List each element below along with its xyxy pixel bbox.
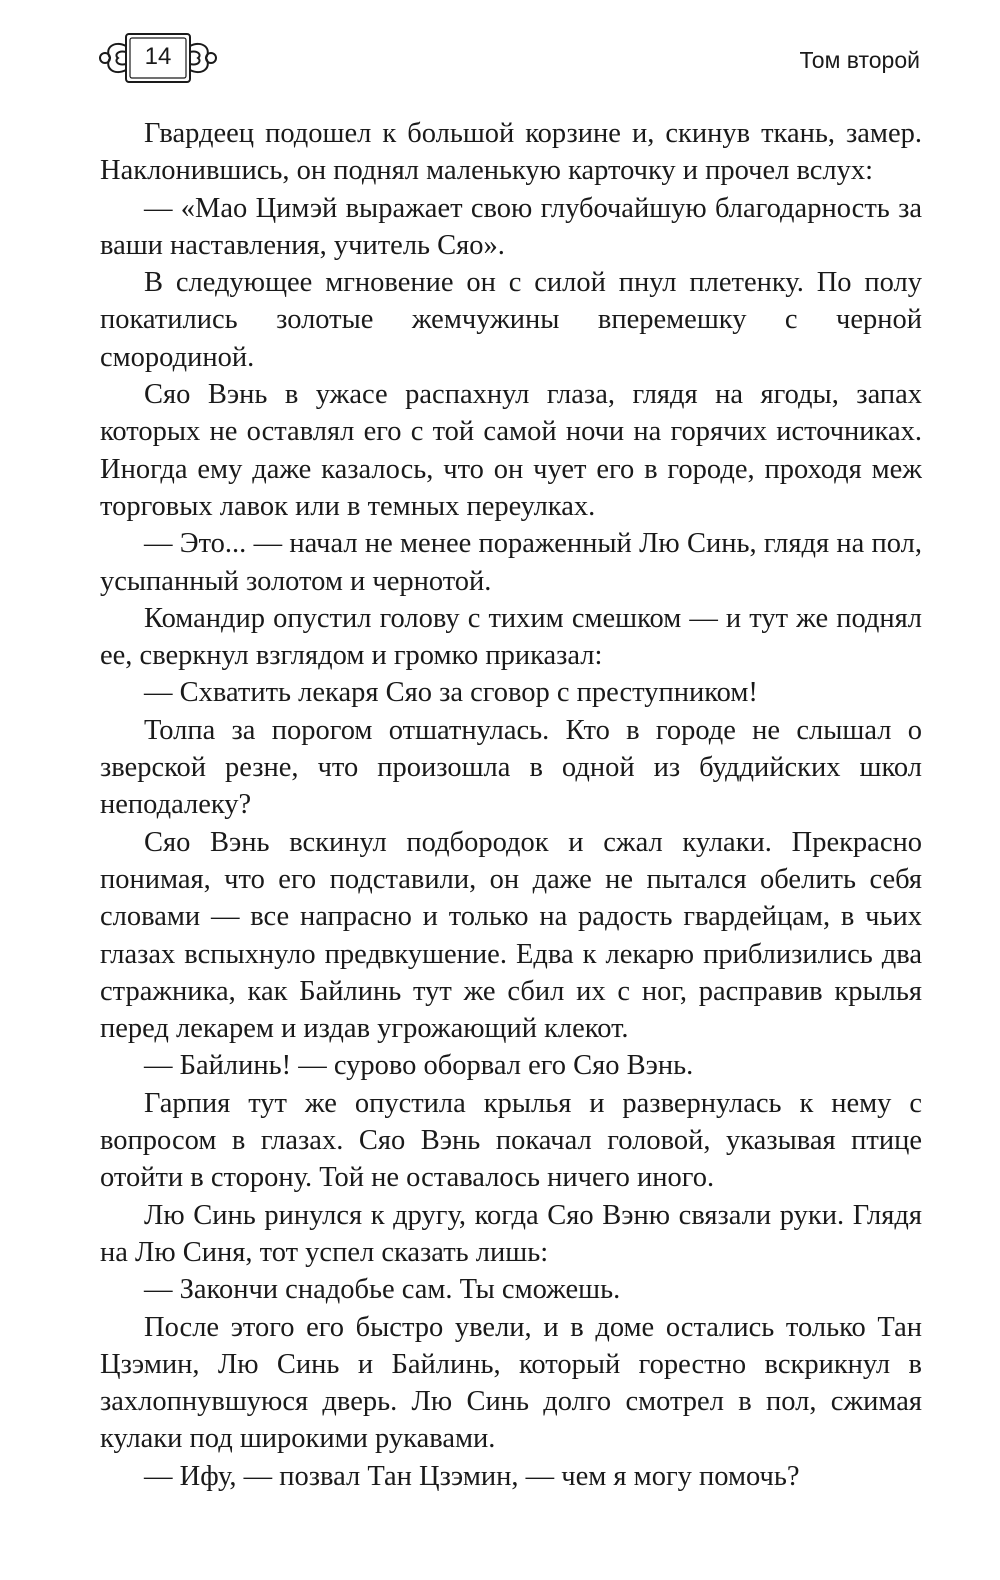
paragraph: Гарпия тут же опустила крылья и развернулась к нему с вопросом в глазах. Сяо Вэнь покачал головой, указывая птице отойти в сторону. Той не оставалось ничего иного. [100,1087,922,1194]
paragraph: — Схватить лекаря Сяо за сговор с преступником! [144,677,758,709]
page-header [0,0,1000,110]
paragraph: Лю Синь ринулся к другу, когда Сяо Вэню связали руки. Глядя на Лю Синя, тот успел сказать лишь: [100,1199,922,1268]
paragraph: Толпа за порогом отшатнулась. Кто в городе не слышал о зверской резне, что произошла в одной из буддийских школ неподалеку? [100,714,922,821]
paragraph: Сяо Вэнь вскинул подбородок и сжал кулаки. Прекрасно понимая, что его подставили, он даже не пытался обелить себя словами — все напрасно и только на радость гвардейцам, в чьих глазах вспыхнуло предвкушение. Едва к лекарю приблизились два стражника, как Байлинь тут же сбил их с ног, расправив крылья перед лекарем и издав угрожающий клекот. [100,826,922,1045]
paragraph: — Это... — начал не менее пораженный Лю Синь, глядя на пол, усыпанный золотом и чернотой. [100,528,922,597]
paragraph: Гвардеец подошел к большой корзине и, скинув ткань, замер. Наклонившись, он поднял маленькую карточку и прочел вслух: [100,118,922,187]
paragraph: В следующее мгновение он с силой пнул плетенку. По полу покатились золотые жемчужины вперемешку с черной смородиной. [100,267,922,373]
paragraph: — Байлинь! — сурово оборвал его Сяо Вэнь. [144,1050,694,1082]
paragraph: Сяо Вэнь в ужасе распахнул глаза, глядя на ягоды, запах которых не оставлял его с той самой ночи на горячих источниках. Иногда ему даже казалось, что он чует его в городе, проходя меж торговых лавок или в темных переулках. [100,379,922,522]
paragraph: После этого его быстро увели, и в доме остались только Тан Цзэмин, Лю Синь и Байлинь, который горестно вскрикнул в захлопнувшуюся дверь. Лю Синь долго смотрел в пол, сжимая кулаки под широкими рукавами. [100,1311,922,1455]
paragraph: Командир опустил голову с тихим смешком — и тут же поднял ее, сверкнул взглядом и громко приказал: [100,602,922,672]
running-head-title: Том второй [799,47,920,73]
paragraph: — «Мао Цимэй выражает свою глубочайшую благодарность за ваши наставления, учитель Сяо». [100,192,922,261]
paragraph: — Закончи снадобье сам. Ты сможешь. [144,1274,621,1306]
page-body-text [100,115,922,1495]
page-number: 14 [144,43,172,70]
paragraph: — Ифу, — позвал Тан Цзэмин, — чем я могу помочь? [144,1460,800,1492]
